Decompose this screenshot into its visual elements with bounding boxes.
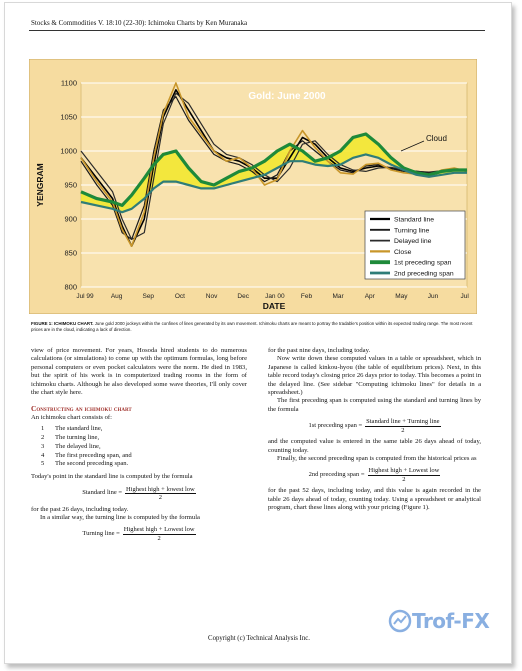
caption-text: June gold 2000 jockeys within the confines of lines generated by its own movement. Ichimoku charts are meant to portray the tradable's position within its expected trading range. The most recent prices are in the cloud, indicating a lack of direction. xyxy=(31,321,473,332)
left-column xyxy=(31,347,247,546)
list-item xyxy=(41,425,247,434)
y-tick-label: 1000 xyxy=(60,146,77,156)
list-item-number: 3 xyxy=(41,442,45,450)
formula-numerator: Highest high + Lowest low xyxy=(368,467,440,475)
section-title: Constructing an ichimoku chart xyxy=(31,404,132,414)
copyright-footer: Copyright (c) Technical Analysis Inc. xyxy=(208,635,310,642)
paragraph: for the past 52 days, including today, and this value is again recorded in the table 26 days ahead of today, counting today. Using a spreadsheet or analytical program, chart these lines along with your pricing (Figure 1). xyxy=(268,487,481,512)
paragraph: view of price movement. For years, Hosoda hired students to do numerous calculations (or simulations) to come up with the optimum formulas, long before personal computers or even pocket calculators were the norm. He died in 1983, but the spirit of his work is in computerized trading rooms in the form of ichimoku charts. Although he also developed some wave theories, I'll only cover the chart style here. xyxy=(31,347,247,397)
legend-entry: Delayed line xyxy=(394,238,432,246)
turning-line-formula xyxy=(31,526,247,542)
ichimoku-chart xyxy=(29,59,477,314)
x-tick-label: Dec xyxy=(237,293,249,300)
paragraph: Today's point in the standard line is computed by the formula xyxy=(31,473,193,481)
formula-denominator: 2 xyxy=(158,494,162,502)
watermark-logo-icon xyxy=(388,609,412,633)
formula-fraction xyxy=(365,418,440,434)
list-item-number: 5 xyxy=(41,460,45,468)
article-page xyxy=(4,2,512,664)
x-tick-label: Oct xyxy=(174,293,185,300)
list-item-number: 2 xyxy=(41,434,45,442)
formula-fraction xyxy=(368,467,441,483)
paragraph: for the past nine days, including today. xyxy=(268,347,371,354)
y-tick-label: 850 xyxy=(64,248,77,258)
legend-entry: 2nd preceding span xyxy=(394,270,454,278)
chart-title: Gold: June 2000 xyxy=(248,91,326,102)
formula-numerator: Highest high + lowest low xyxy=(126,485,195,493)
header-rule xyxy=(29,30,485,31)
x-tick-label: Jun xyxy=(427,293,439,300)
x-tick-label: Jul xyxy=(460,293,469,300)
x-tick-label: Feb xyxy=(300,293,313,300)
second-span-formula xyxy=(268,467,481,483)
list-item-number: 4 xyxy=(41,451,45,459)
x-tick-label: Nov xyxy=(205,293,218,300)
formula-denominator: 2 xyxy=(157,534,161,542)
paragraph: and the computed value is entered in the same table 26 days ahead of today, counting today. xyxy=(268,438,481,454)
formula-lhs: 1st preceding span = xyxy=(308,422,363,430)
formula-numerator: Highest high + Lowest low xyxy=(123,526,195,534)
list-item-text: The turning line, xyxy=(55,434,100,442)
list-item-text: The delayed line, xyxy=(55,442,101,450)
list-item-text: The first preceding span, and xyxy=(55,451,132,459)
paragraph: An ichimoku chart consists of: xyxy=(31,413,112,421)
legend-entry: 1st preceding span xyxy=(394,259,452,267)
right-column xyxy=(268,347,481,513)
watermark-text: Trof-FX xyxy=(412,609,490,633)
first-span-formula xyxy=(268,418,481,434)
paragraph: Now write down these computed values in a table or spreadsheet, which in Japanese is called kinkou-hyou (the table of equilibrium prices). Next, in this table record today's closing price 26 days prior to today. This becomes a point in the delayed line. (See sidebar "Computing ichimoku lines" for details in a spreadsheet.) xyxy=(268,355,481,397)
y-tick-label: 950 xyxy=(64,180,77,190)
list-item xyxy=(41,460,247,469)
y-axis-label: YENGRAM xyxy=(35,163,45,207)
list-item-text: The second preceding span. xyxy=(55,460,129,468)
x-axis-label: DATE xyxy=(262,301,286,311)
y-tick-label: 900 xyxy=(64,214,77,224)
y-tick-label: 1050 xyxy=(60,112,77,122)
formula-numerator: Standard line + Turning line xyxy=(366,418,440,426)
running-head: Stocks & Commodities V. 18:10 (22-30): Ichimoku Charts by Ken Muranaka xyxy=(31,19,248,27)
y-tick-label: 1100 xyxy=(60,78,77,88)
caption-label: FIGURE 1: ICHIMOKU CHART. xyxy=(31,321,94,326)
formula-fraction xyxy=(123,526,196,542)
formula-lhs: 2nd preceding span = xyxy=(308,471,365,479)
list-item xyxy=(41,434,247,443)
standard-line-formula xyxy=(31,486,247,502)
formula-lhs: Standard line = xyxy=(82,489,123,497)
formula-denominator: 2 xyxy=(401,426,405,434)
x-tick-label: Mar xyxy=(332,293,344,300)
x-tick-label: Apr xyxy=(364,293,375,300)
paragraph: Finally, the second preceding span is computed from the historical prices as xyxy=(277,455,477,463)
figure-caption xyxy=(31,321,476,333)
list-item xyxy=(41,452,247,461)
list-item-text: The standard line, xyxy=(55,425,103,433)
x-tick-label: May xyxy=(395,293,408,300)
y-tick-label: 800 xyxy=(64,282,77,292)
legend-entry: Turning line xyxy=(394,227,430,235)
formula-fraction xyxy=(125,486,196,502)
x-tick-label: Jan 00 xyxy=(265,293,285,300)
legend-entry: Close xyxy=(394,248,412,256)
x-tick-label: Jul 99 xyxy=(76,293,94,300)
paragraph: In a similar way, the turning line is computed by the formula xyxy=(40,514,200,522)
list-item xyxy=(41,443,247,452)
paragraph: The first preceding span is computed using the standard and turning lines by the formula xyxy=(268,397,481,413)
chart-svg xyxy=(29,59,477,314)
x-tick-label: Sep xyxy=(142,293,155,300)
list-item-number: 1 xyxy=(41,425,45,433)
x-tick-label: Aug xyxy=(110,293,123,300)
formula-denominator: 2 xyxy=(402,475,406,483)
legend-entry: Standard line xyxy=(394,216,435,224)
watermark xyxy=(388,606,508,636)
component-list xyxy=(41,425,247,469)
paragraph: for the past 26 days, including today. xyxy=(31,505,129,513)
cloud-annotation: Cloud xyxy=(426,134,447,143)
formula-lhs: Turning line = xyxy=(82,530,120,538)
